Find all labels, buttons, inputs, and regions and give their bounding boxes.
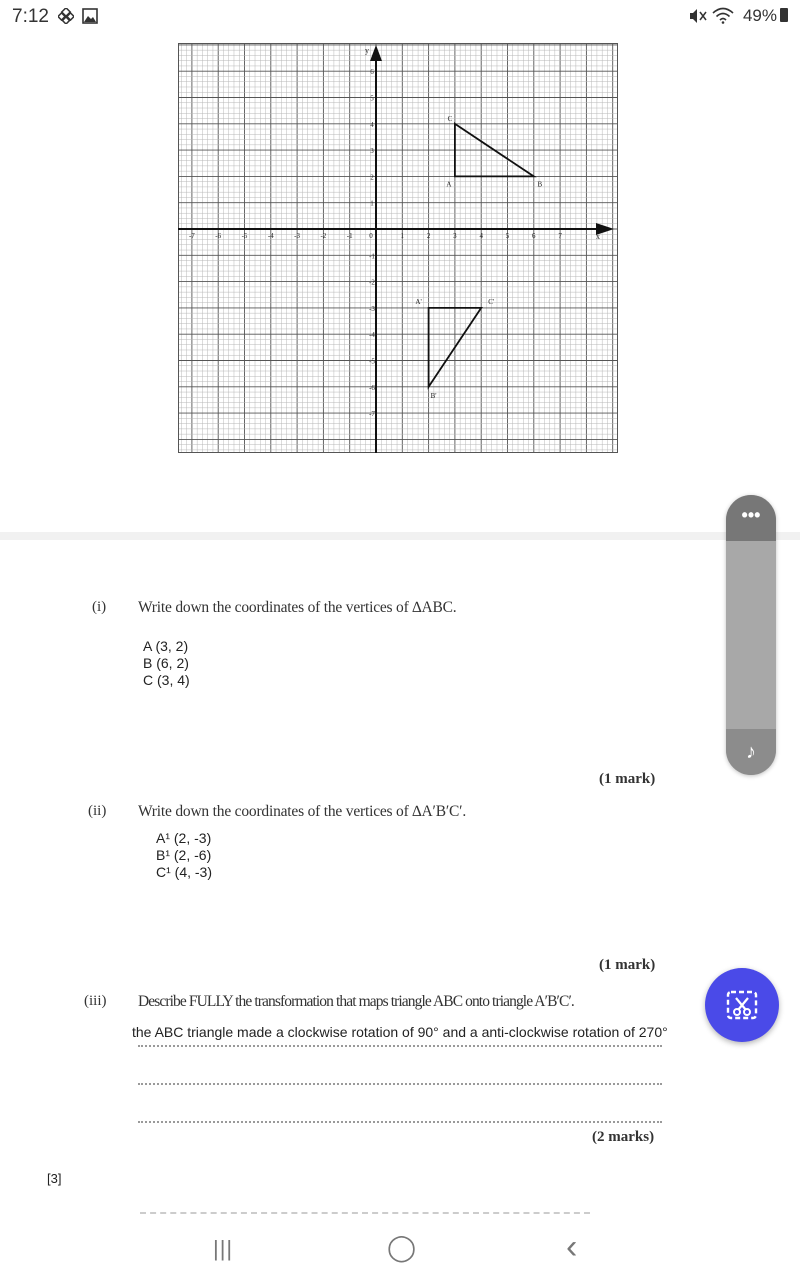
grid-svg <box>178 43 618 453</box>
smart-select-button[interactable] <box>705 968 779 1042</box>
x-tick-label: 5 <box>505 232 510 240</box>
question-3-number: (iii) <box>84 993 107 1009</box>
question-1-answer[interactable] <box>143 638 190 689</box>
question-1-text: Write down the coordinates of the vertices of ∆ABC. <box>138 599 457 616</box>
x-tick-label: 4 <box>479 232 483 240</box>
home-button[interactable]: ◯ <box>387 1232 417 1262</box>
x-axis-label: x <box>596 232 600 241</box>
more-options-icon[interactable]: ••• <box>726 495 776 541</box>
y-tick-label: 5 <box>370 94 374 103</box>
answer-dotted-line <box>138 1121 662 1123</box>
triangle-abc-vertex-label: A <box>446 180 452 189</box>
answer-line: C¹ (4, -3) <box>156 864 212 880</box>
x-tick-label: -4 <box>267 232 274 240</box>
y-tick-label: 4 <box>370 120 374 129</box>
question-1-marks: (1 mark) <box>599 771 656 787</box>
status-time: 7:12 <box>12 6 49 27</box>
triangle-abc-vertex-label: C <box>447 114 453 123</box>
page-divider <box>0 532 800 540</box>
x-tick-label: 6 <box>532 232 536 240</box>
x-tick-label: 0 <box>369 232 373 240</box>
x-tick-label: 2 <box>426 232 431 240</box>
back-button[interactable]: ‹ <box>566 1228 578 1266</box>
y-axis-label: y <box>365 46 369 55</box>
y-tick-label: 6 <box>370 68 374 77</box>
answer-line: A (3, 2) <box>143 638 189 654</box>
question-1-number: (i) <box>92 599 107 615</box>
question-2-answer[interactable] <box>156 830 212 881</box>
answer-dotted-line <box>138 1083 662 1085</box>
page-number-label: [3] <box>47 1171 62 1186</box>
battery-status <box>743 6 788 26</box>
x-tick-label: -5 <box>241 232 248 240</box>
y-tick-label: -1 <box>369 252 375 261</box>
answer-line: B (6, 2) <box>143 655 189 671</box>
status-bar <box>0 0 800 34</box>
fast-scroll-handle[interactable] <box>726 495 776 775</box>
triangle-abc-vertex-label: B <box>537 180 543 189</box>
y-tick-label: 2 <box>370 173 374 182</box>
x-tick-label: -2 <box>320 232 327 240</box>
music-note-icon[interactable]: ♪ <box>726 729 776 775</box>
question-2-marks: (1 mark) <box>599 957 656 973</box>
y-tick-label: -5 <box>369 357 375 366</box>
battery-percent: 49% <box>742 6 777 25</box>
y-axis-arrow <box>370 45 382 61</box>
puzzle-icon <box>58 8 74 28</box>
question-3-answer[interactable]: the ABC triangle made a clockwise rotation of 90° and a anti-clockwise rotation of 270° <box>132 1024 668 1040</box>
answer-line: A¹ (2, -3) <box>156 830 212 846</box>
x-tick-label: 3 <box>453 232 457 240</box>
question-3-text: Describe FULLY the transformation that maps triangle ABC onto triangle A′B′C′. <box>138 993 574 1010</box>
mute-icon <box>688 8 708 28</box>
x-tick-label: 7 <box>558 232 562 240</box>
triangle-prime-vertex-label: A' <box>415 297 422 306</box>
triangle-prime-vertex-label: C' <box>488 297 495 306</box>
y-tick-label: -3 <box>369 304 375 313</box>
scissors-capture-icon <box>705 968 779 1042</box>
y-tick-label: 3 <box>370 147 374 156</box>
triangle-prime-vertex-label: B' <box>430 391 437 400</box>
y-tick-label: -2 <box>369 278 375 287</box>
answer-dotted-line <box>138 1045 662 1047</box>
x-tick-label: -3 <box>294 232 301 240</box>
question-2-text: Write down the coordinates of the vertices of ∆A′B′C′. <box>138 803 467 820</box>
x-tick-label: 1 <box>400 232 405 240</box>
answer-line: B¹ (2, -6) <box>156 847 212 863</box>
recents-button[interactable]: ||| <box>213 1236 234 1261</box>
x-tick-label: -7 <box>188 232 195 240</box>
y-tick-label: 1 <box>370 199 374 208</box>
x-tick-label: -1 <box>346 232 353 240</box>
image-icon <box>82 8 98 28</box>
wifi-icon <box>712 7 734 28</box>
question-2-number: (ii) <box>88 803 107 819</box>
x-tick-label: -6 <box>215 232 222 240</box>
coordinate-grid <box>178 43 618 453</box>
battery-icon <box>780 8 788 22</box>
question-3-marks: (2 marks) <box>592 1129 655 1145</box>
y-tick-label: -4 <box>369 331 375 340</box>
answer-line: C (3, 4) <box>143 672 190 688</box>
y-tick-label: -6 <box>369 383 375 392</box>
y-tick-label: -7 <box>369 410 375 419</box>
